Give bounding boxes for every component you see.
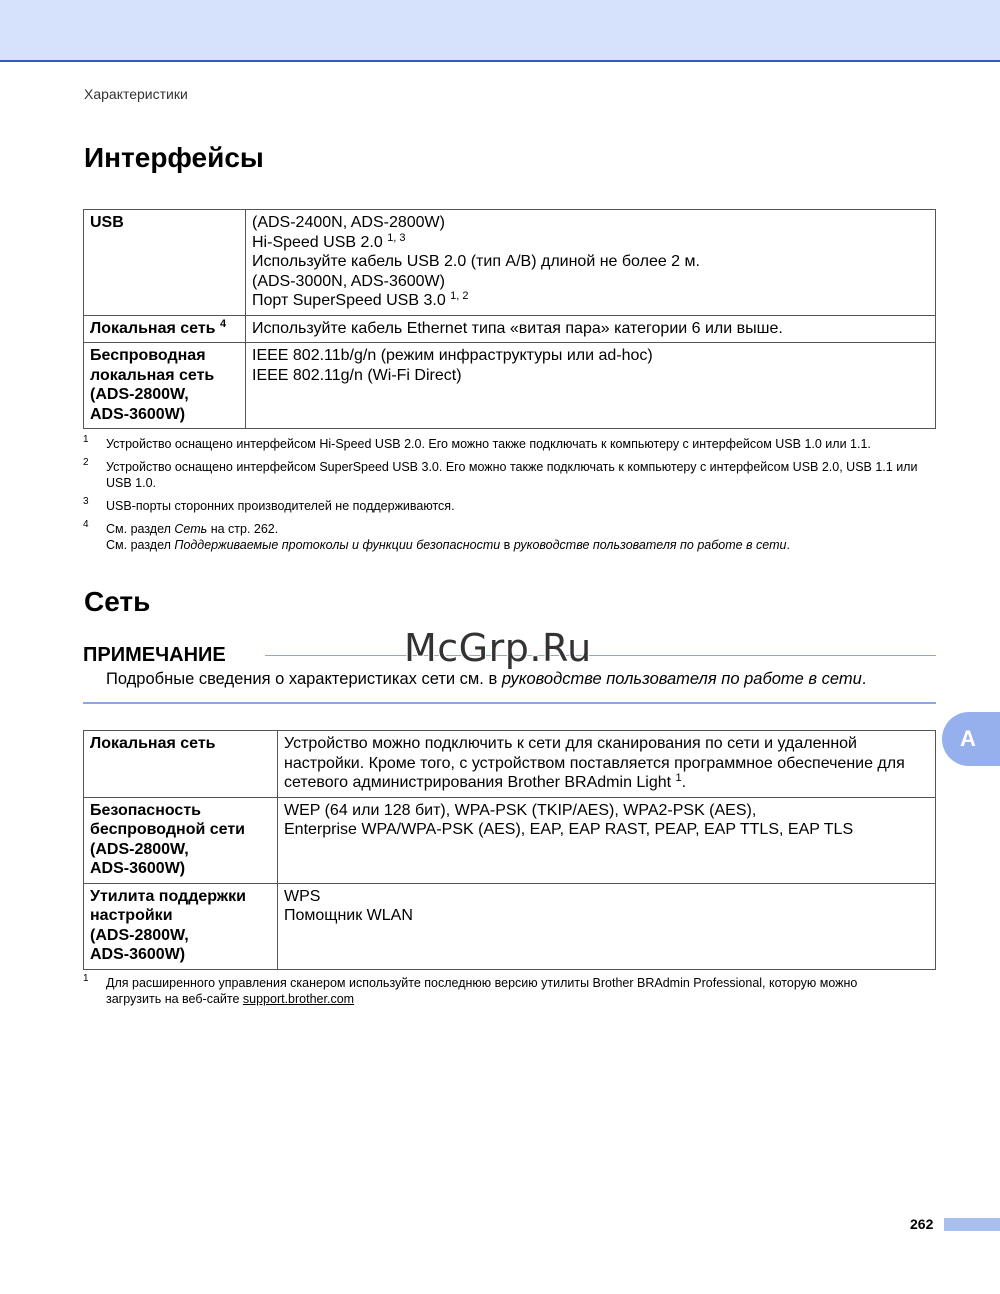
table-row — [84, 731, 936, 798]
row-key-network-lan: Локальная сеть — [84, 731, 278, 798]
table-row — [84, 315, 936, 343]
footnote: 3 USB-порты сторонних производителей не поддерживаются. — [83, 496, 455, 513]
watermark-logo: McGrp.Ru — [404, 626, 592, 670]
support-link[interactable]: support.brother.com — [242, 992, 355, 1006]
table-row — [84, 797, 936, 883]
interfaces-table — [83, 209, 936, 429]
row-value-lan: Используйте кабель Ethernet типа «витая пара» категории 6 или выше. — [246, 315, 936, 343]
note-text: Подробные сведения о характеристиках сети см. в руководстве пользователя по работе в сети. — [106, 670, 867, 688]
footnote: 4 См. раздел Сеть на стр. 262. См. раздел Поддерживаемые протоколы и функции безопасности в руководстве пользователя по работе в сети. — [83, 519, 790, 552]
row-key-lan: Локальная сеть $^4$ — [84, 315, 246, 343]
row-value-wireless-security: WEP (64 или 128 бит), WPA-PSK (TKIP/AES), WPA2-PSK (AES), Enterprise WPA/WPA-PSK (AES), EAP, EAP RAST, PEAP, EAP TTLS, EAP TLS — [278, 797, 936, 883]
note-title: ПРИМЕЧАНИЕ — [83, 644, 226, 666]
page-number-bar — [944, 1218, 1000, 1231]
table-row — [84, 343, 936, 429]
section-title-network: Сеть — [84, 586, 151, 617]
table-row — [84, 210, 936, 316]
interfaces-footnotes — [83, 436, 943, 560]
row-key-setup-utility: Утилита поддержки настройки (ADS-2800W, ADS-3600W) — [84, 883, 278, 969]
page-number: 262 — [910, 1216, 934, 1232]
breadcrumb: Характеристики — [84, 86, 188, 102]
row-key-wlan: Беспроводная локальная сеть (ADS-2800W, ADS-3600W) — [84, 343, 246, 429]
network-table — [83, 730, 936, 970]
table-row — [84, 883, 936, 969]
header-band — [0, 0, 1000, 62]
row-value-usb: (ADS-2400N, ADS-2800W) Hi-Speed USB 2.0 $^{1, 3}$ Используйте кабель USB 2.0 (тип A/B) длиной не более 2 м. (ADS-3000N, ADS-3600W) Порт SuperSpeed USB 3.0 $^{1, 2}$ — [246, 210, 936, 316]
row-value-network-lan: Устройство можно подключить к сети для сканирования по сети и удаленной настройки. Кроме того, с устройством поставляется программное обеспечение для сетевого администрирования Brother BRAdmin Light $^1$. — [278, 731, 936, 798]
note-divider — [265, 655, 936, 656]
row-value-setup-utility: WPS Помощник WLAN — [278, 883, 936, 969]
network-footnotes — [83, 975, 943, 1014]
section-title-interfaces: Интерфейсы — [84, 142, 264, 173]
row-key-wireless-security: Безопасность беспроводной сети (ADS-2800W, ADS-3600W) — [84, 797, 278, 883]
footnote: 1 Устройство оснащено интерфейсом Hi-Speed USB 2.0. Его можно также подключать к компьютеру с интерфейсом USB 1.0 или 1.1. — [83, 434, 871, 451]
row-key-usb: USB — [84, 210, 246, 316]
row-value-wlan: IEEE 802.11b/g/n (режим инфраструктуры или ad-hoc) IEEE 802.11g/n (Wi-Fi Direct) — [246, 343, 936, 429]
footnote: 1 Для расширенного управления сканером используйте последнюю версию утилиты Brother BRAdmin Professional, которую можно загрузить на веб-сайте support.brother.com — [83, 973, 858, 1006]
footnote: 2 Устройство оснащено интерфейсом SuperSpeed USB 3.0. Его можно также подключать к компьютеру с интерфейсом USB 2.0, USB 1.1 или USB 1.0. — [83, 457, 918, 490]
appendix-side-tab: A — [942, 712, 1000, 766]
